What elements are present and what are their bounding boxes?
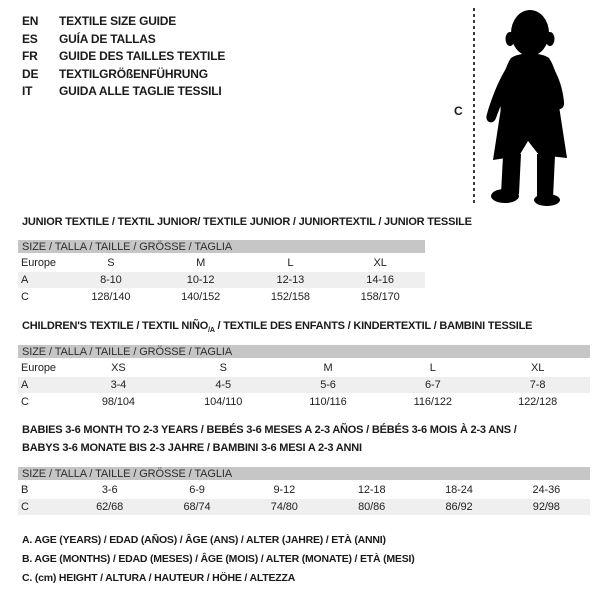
value-cell: 24-36 (532, 484, 561, 496)
value-cell: 9-12 (273, 484, 296, 496)
value-cell: 140/152 (181, 291, 221, 303)
size-header-bar (18, 467, 590, 481)
language-code: FR (22, 49, 38, 63)
size-cell: M (196, 257, 206, 269)
language-title: GUIDA ALLE TAGLIE TESSILI (59, 84, 222, 98)
value-cell: 14-16 (335, 272, 425, 289)
value-cell: 104/110 (204, 396, 243, 408)
value-cell: 8-10 (66, 272, 156, 289)
value-cell: 6-7 (380, 377, 485, 394)
size-cell: XL (373, 257, 387, 269)
value-cell: 3-4 (66, 377, 171, 394)
height-measure-label: C (454, 104, 463, 118)
language-row-de (22, 66, 225, 84)
table-row (18, 254, 425, 272)
value-cell: 3-6 (101, 484, 118, 496)
legend-line-b: B. AGE (MONTHS) / EDAD (MESES) / ÂGE (MOIS) / ALTER (MONATE) / ETÀ (MESI) (22, 553, 415, 565)
children-size-table (18, 345, 590, 410)
children-title-rest: / TEXTILE DES ENFANTS / KINDERTEXTIL / BAMBINI TESSILE (214, 320, 533, 332)
size-cell: S (219, 362, 227, 374)
babies-section-title (22, 422, 517, 457)
babies-size-table (18, 467, 590, 516)
value-cell: 110/116 (309, 396, 347, 408)
size-cell: XS (111, 362, 126, 374)
value-cell: 7-8 (485, 377, 590, 394)
value-cell: 5-6 (276, 377, 381, 394)
language-code: DE (22, 66, 39, 81)
legend-line-a: A. AGE (YEARS) / EDAD (AÑOS) / ÂGE (ANS) / ALTER (JAHRE) / ETÀ (ANNI) (22, 534, 386, 546)
language-title: GUIDE DES TAILLES TEXTILE (59, 49, 226, 63)
size-cell: L (429, 362, 436, 374)
language-code: EN (22, 14, 39, 28)
row-label: C (21, 396, 29, 408)
row-label: C (18, 499, 66, 516)
value-cell: 10-12 (156, 272, 246, 289)
size-cell: L (287, 257, 294, 269)
size-cell: XL (530, 362, 545, 374)
value-cell: 128/140 (91, 291, 131, 303)
row-label: A (18, 377, 66, 394)
value-cell: 62/68 (66, 499, 153, 516)
junior-size-table (18, 240, 425, 305)
row-label: C (21, 291, 29, 303)
value-cell: 86/92 (415, 499, 502, 516)
table-row (18, 377, 590, 394)
table-row (18, 289, 425, 306)
size-header-label: SIZE / TALLA / TAILLE / GRÖSSE / TAGLIA (18, 240, 425, 254)
children-title-text: CHILDREN'S TEXTILE / TEXTIL NIÑO (22, 320, 209, 332)
value-cell: 98/104 (101, 396, 135, 408)
value-cell: 92/98 (503, 499, 590, 516)
measure-legend (22, 531, 415, 588)
language-title: TEXTILGRÖßENFÜHRUNG (59, 66, 208, 81)
region-label: Europe (21, 257, 56, 269)
row-label: A (18, 272, 66, 289)
table-row (18, 499, 590, 516)
value-cell: 122/128 (518, 396, 558, 408)
value-cell: 18-24 (445, 484, 473, 496)
size-header-bar (18, 240, 425, 254)
language-row-it (22, 83, 225, 101)
language-row-fr (22, 48, 225, 66)
region-label: Europe (21, 362, 56, 374)
babies-title-line1: BABIES 3-6 MONTH TO 2-3 YEARS / BEBÉS 3-6 MESES A 2-3 AÑOS / BÉBÉS 3-6 MOIS À 2-3 ANS / (22, 424, 517, 436)
value-cell: 6-9 (189, 484, 205, 496)
table-row (18, 359, 590, 377)
size-header-label: SIZE / TALLA / TAILLE / GRÖSSE / TAGLIA (18, 467, 590, 481)
language-row-en (22, 13, 225, 31)
table-row (18, 394, 590, 411)
size-header-bar (18, 345, 590, 359)
value-cell: 12-18 (357, 484, 386, 496)
height-measure-dotted-line (473, 8, 475, 206)
value-cell: 116/122 (413, 396, 452, 408)
size-cell: M (323, 362, 333, 374)
value-cell: 152/158 (270, 291, 310, 303)
language-title: TEXTILE SIZE GUIDE (59, 14, 177, 28)
baby-silhouette-image (481, 8, 569, 206)
children-title-subscript: /A (208, 327, 215, 335)
row-label: B (21, 484, 29, 496)
value-cell: 158/170 (360, 291, 400, 303)
value-cell: 80/86 (328, 499, 415, 516)
children-section-title (22, 320, 532, 337)
babies-title-line2: BABYS 3-6 MONATE BIS 2-3 JAHRE / BAMBINI 3-6 MESI A 2-3 ANNI (22, 441, 362, 454)
language-code: ES (22, 31, 38, 46)
value-cell: 68/74 (153, 499, 240, 516)
language-row-es (22, 31, 225, 49)
legend-line-c: C. (cm) HEIGHT / ALTURA / HAUTEUR / HÖHE / ALTEZZA (22, 572, 296, 584)
table-row (18, 272, 425, 289)
value-cell: 4-5 (171, 377, 276, 394)
junior-section-title: JUNIOR TEXTILE / TEXTIL JUNIOR/ TEXTILE JUNIOR / JUNIORTEXTIL / JUNIOR TESSILE (22, 216, 472, 228)
value-cell: 12-13 (246, 272, 336, 289)
size-cell: S (107, 257, 115, 269)
language-code: IT (22, 84, 33, 98)
language-title-list (22, 13, 225, 101)
size-header-label: SIZE / TALLA / TAILLE / GRÖSSE / TAGLIA (18, 345, 590, 359)
language-title: GUÍA DE TALLAS (59, 31, 156, 46)
table-row (18, 481, 590, 499)
value-cell: 74/80 (241, 499, 328, 516)
